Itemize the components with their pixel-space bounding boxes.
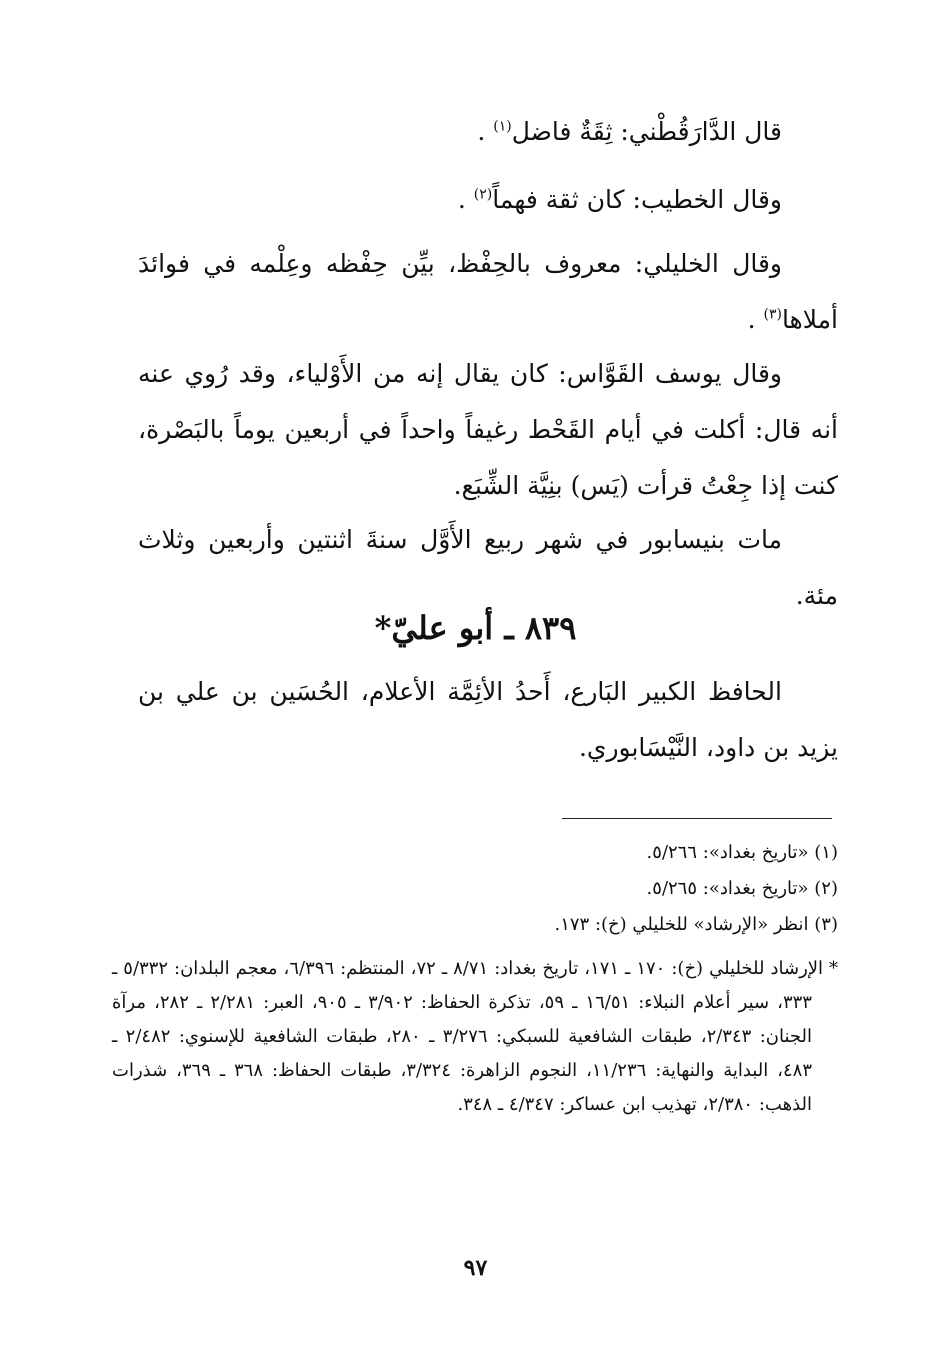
footnote-ref-3[interactable]: (٣) (763, 306, 782, 323)
entry-text: الحافظ الكبير البَارع، أَحدُ الأئِمَّة الأعلام، الحُسَين بن علي بن يزيد بن داود، النَّيْسَابوري. (138, 677, 838, 762)
footnote-2: (٢) «تاريخ بغداد»: ٥/٢٦٥. (646, 878, 838, 899)
paragraph-khatib (138, 172, 838, 228)
entry-heading: ٨٣٩ ـ أبو عليّ* (374, 609, 577, 647)
footnote-divider (562, 818, 832, 819)
paragraph-daraqutni (138, 104, 838, 160)
paragraph-end: . (457, 185, 466, 214)
paragraph-death: مات بنيسابور في شهر ربيع الأَوَّل سنةَ اثنتين وأربعين وثلاث مئة. (138, 525, 838, 610)
paragraph-end: . (747, 305, 756, 334)
footnote-ref-2[interactable]: (٢) (473, 186, 493, 203)
paragraph-text: وقال الخطيب: كان ثقة فهماً (492, 185, 782, 214)
footnote-ref-1[interactable]: (١) (493, 118, 512, 135)
footnote-3: (٣) انظر «الإرشاد» للخليلي (خ): ١٧٣. (554, 914, 838, 935)
paragraph-qawwas: وقال يوسف القَوَّاس: كان يقال إنه من الأَوْلياء، وقد رُوي عنه أنه قال: أكلت في أيام القَحْط رغيفاً واحداً في أربعين يوماً بالبَصْرة، كنت إذا جِعْتُ قرأت (يَس) بنِيَّة الشِّبَع. (138, 359, 838, 500)
footnote-sources: * الإرشاد للخليلي (خ): ١٧٠ ـ ١٧١، تاريخ بغداد: ٨/٧١ ـ ٧٢، المنتظم: ٦/٣٩٦، معجم البلدان: ٥/٣٣٢ ـ ٣٣٣، سير أعلام النبلاء: ١٦/٥١ ـ ٥٩، تذكرة الحفاظ: ٣/٩٠٢ ـ ٩٠٥، العبر: ٢/٢٨١ ـ ٢٨٢، مرآة الجنان: ٢/٣٤٣، طبقات الشافعية للسبكي: ٣/٢٧٦ ـ ٢٨٠، طبقات الشافعية للإسنوي: ٢/٤٨٢ ـ ٤٨٣، البداية والنهاية: ١١/٢٣٦، النجوم الزاهرة: ٣/٣٢٤، طبقات الحفاظ: ٣٦٨ ـ ٣٦٩، شذرات الذهب: ٢/٣٨٠، تهذيب ابن عساكر: ٤/٣٤٧ ـ ٣٤٨. (112, 958, 839, 1115)
paragraph-khalili (138, 236, 838, 348)
paragraph-text: قال الدَّارَقُطْني: ثِقَةٌ فاضل (511, 117, 782, 146)
footnote-1: (١) «تاريخ بغداد»: ٥/٢٦٦. (646, 842, 838, 863)
page-number: ٩٧ (463, 1255, 488, 1281)
paragraph-end: . (477, 117, 486, 146)
paragraph-text: وقال الخليلي: معروف بالحِفْظ، بيِّن حِفْظه وعِلْمه في فوائدَ أملاها (138, 249, 838, 334)
